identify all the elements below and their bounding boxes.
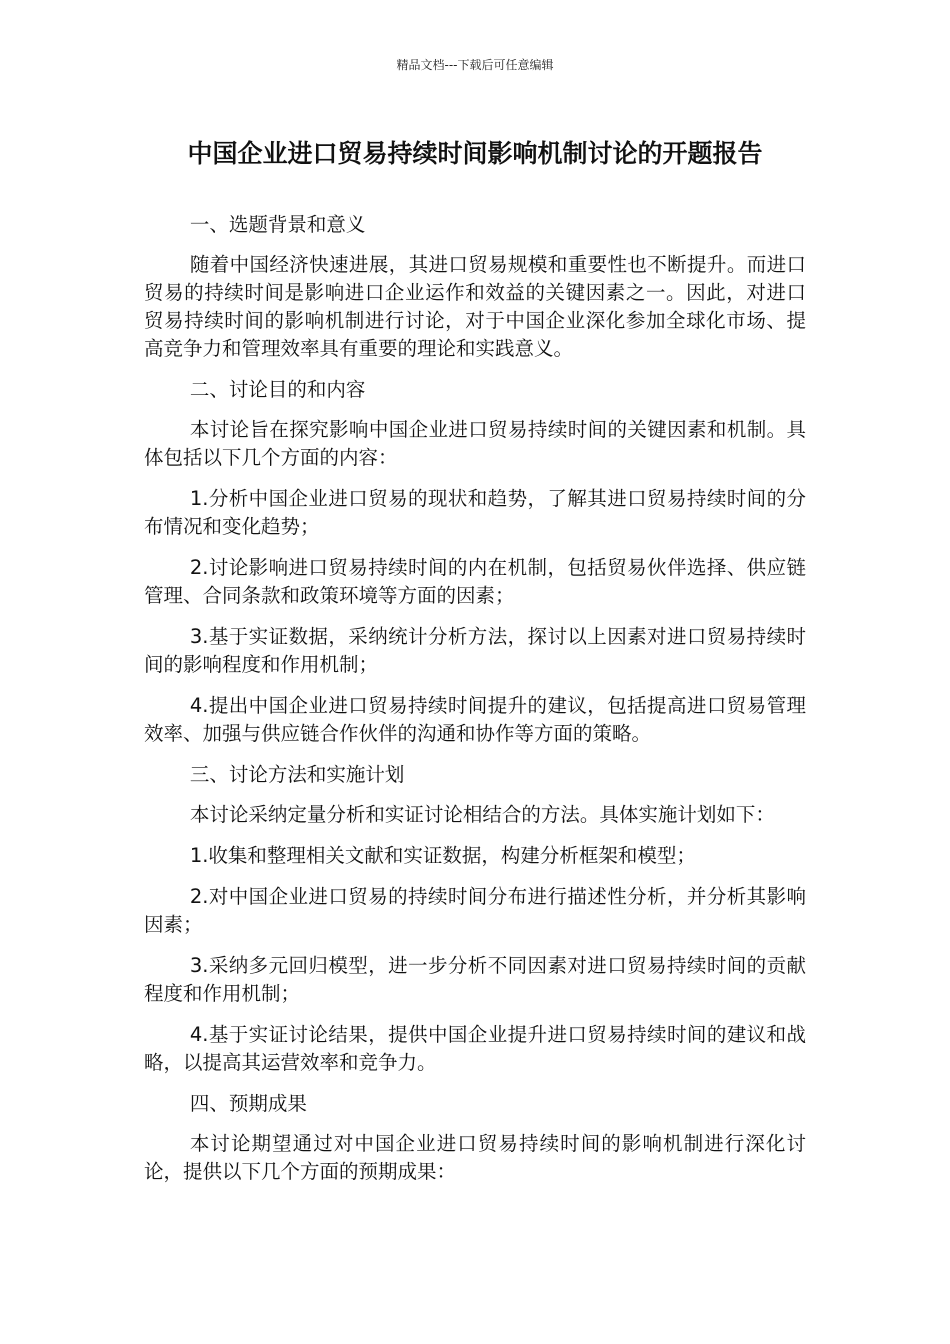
list-item-method-1: 1.收集和整理相关文献和实证数据，构建分析框架和模型； [189,844,696,867]
paragraph-methods-intro: 本讨论采纳定量分析和实证讨论相结合的方法。具体实施计划如下： [189,803,775,826]
section-heading-objectives: 二、讨论目的和内容 [189,378,366,401]
section-heading-background: 一、选题背景和意义 [189,213,366,236]
section-heading-outcomes: 四、预期成果 [189,1092,307,1115]
paragraph-objectives-intro: 本讨论旨在探究影响中国企业进口贸易持续时间的关键因素和机制。具体包括以下几个方面的内容： [144,418,806,469]
list-item-method-3: 3.采纳多元回归模型，进一步分析不同因素对进口贸易持续时间的贡献程度和作用机制； [144,954,806,1005]
header-note: 精品文档---下载后可任意编辑 [396,58,554,72]
list-item-objective-4: 4.提出中国企业进口贸易持续时间提升的建议，包括提高进口贸易管理效率、加强与供应链合作伙伴的沟通和协作等方面的策略。 [144,694,806,745]
list-item-objective-1: 1.分析中国企业进口贸易的现状和趋势，了解其进口贸易持续时间的分布情况和变化趋势； [144,487,806,538]
paragraph-outcomes-intro: 本讨论期望通过对中国企业进口贸易持续时间的影响机制进行深化讨论，提供以下几个方面的预期成果： [144,1132,806,1183]
section-heading-methods: 三、讨论方法和实施计划 [189,763,405,786]
list-item-objective-2: 2.讨论影响进口贸易持续时间的内在机制，包括贸易伙伴选择、供应链管理、合同条款和政策环境等方面的因素； [144,556,806,607]
list-item-method-2: 2.对中国企业进口贸易的持续时间分布进行描述性分析，并分析其影响因素； [144,885,806,936]
paragraph-background: 随着中国经济快速进展，其进口贸易规模和重要性也不断提升。而进口贸易的持续时间是影响进口企业运作和效益的关键因素之一。因此，对进口贸易持续时间的影响机制进行讨论，对于中国企业深化参加全球化市场、提高竞争力和管理效率具有重要的理论和实践意义。 [144,253,806,360]
document-body [144,211,806,1199]
list-item-method-4: 4.基于实证讨论结果，提供中国企业提升进口贸易持续时间的建议和战略，以提高其运营效率和竞争力。 [144,1023,806,1074]
document-title: 中国企业进口贸易持续时间影响机制讨论的开题报告 [187,139,763,168]
list-item-objective-3: 3.基于实证数据，采纳统计分析方法，探讨以上因素对进口贸易持续时间的影响程度和作用机制； [144,625,806,676]
